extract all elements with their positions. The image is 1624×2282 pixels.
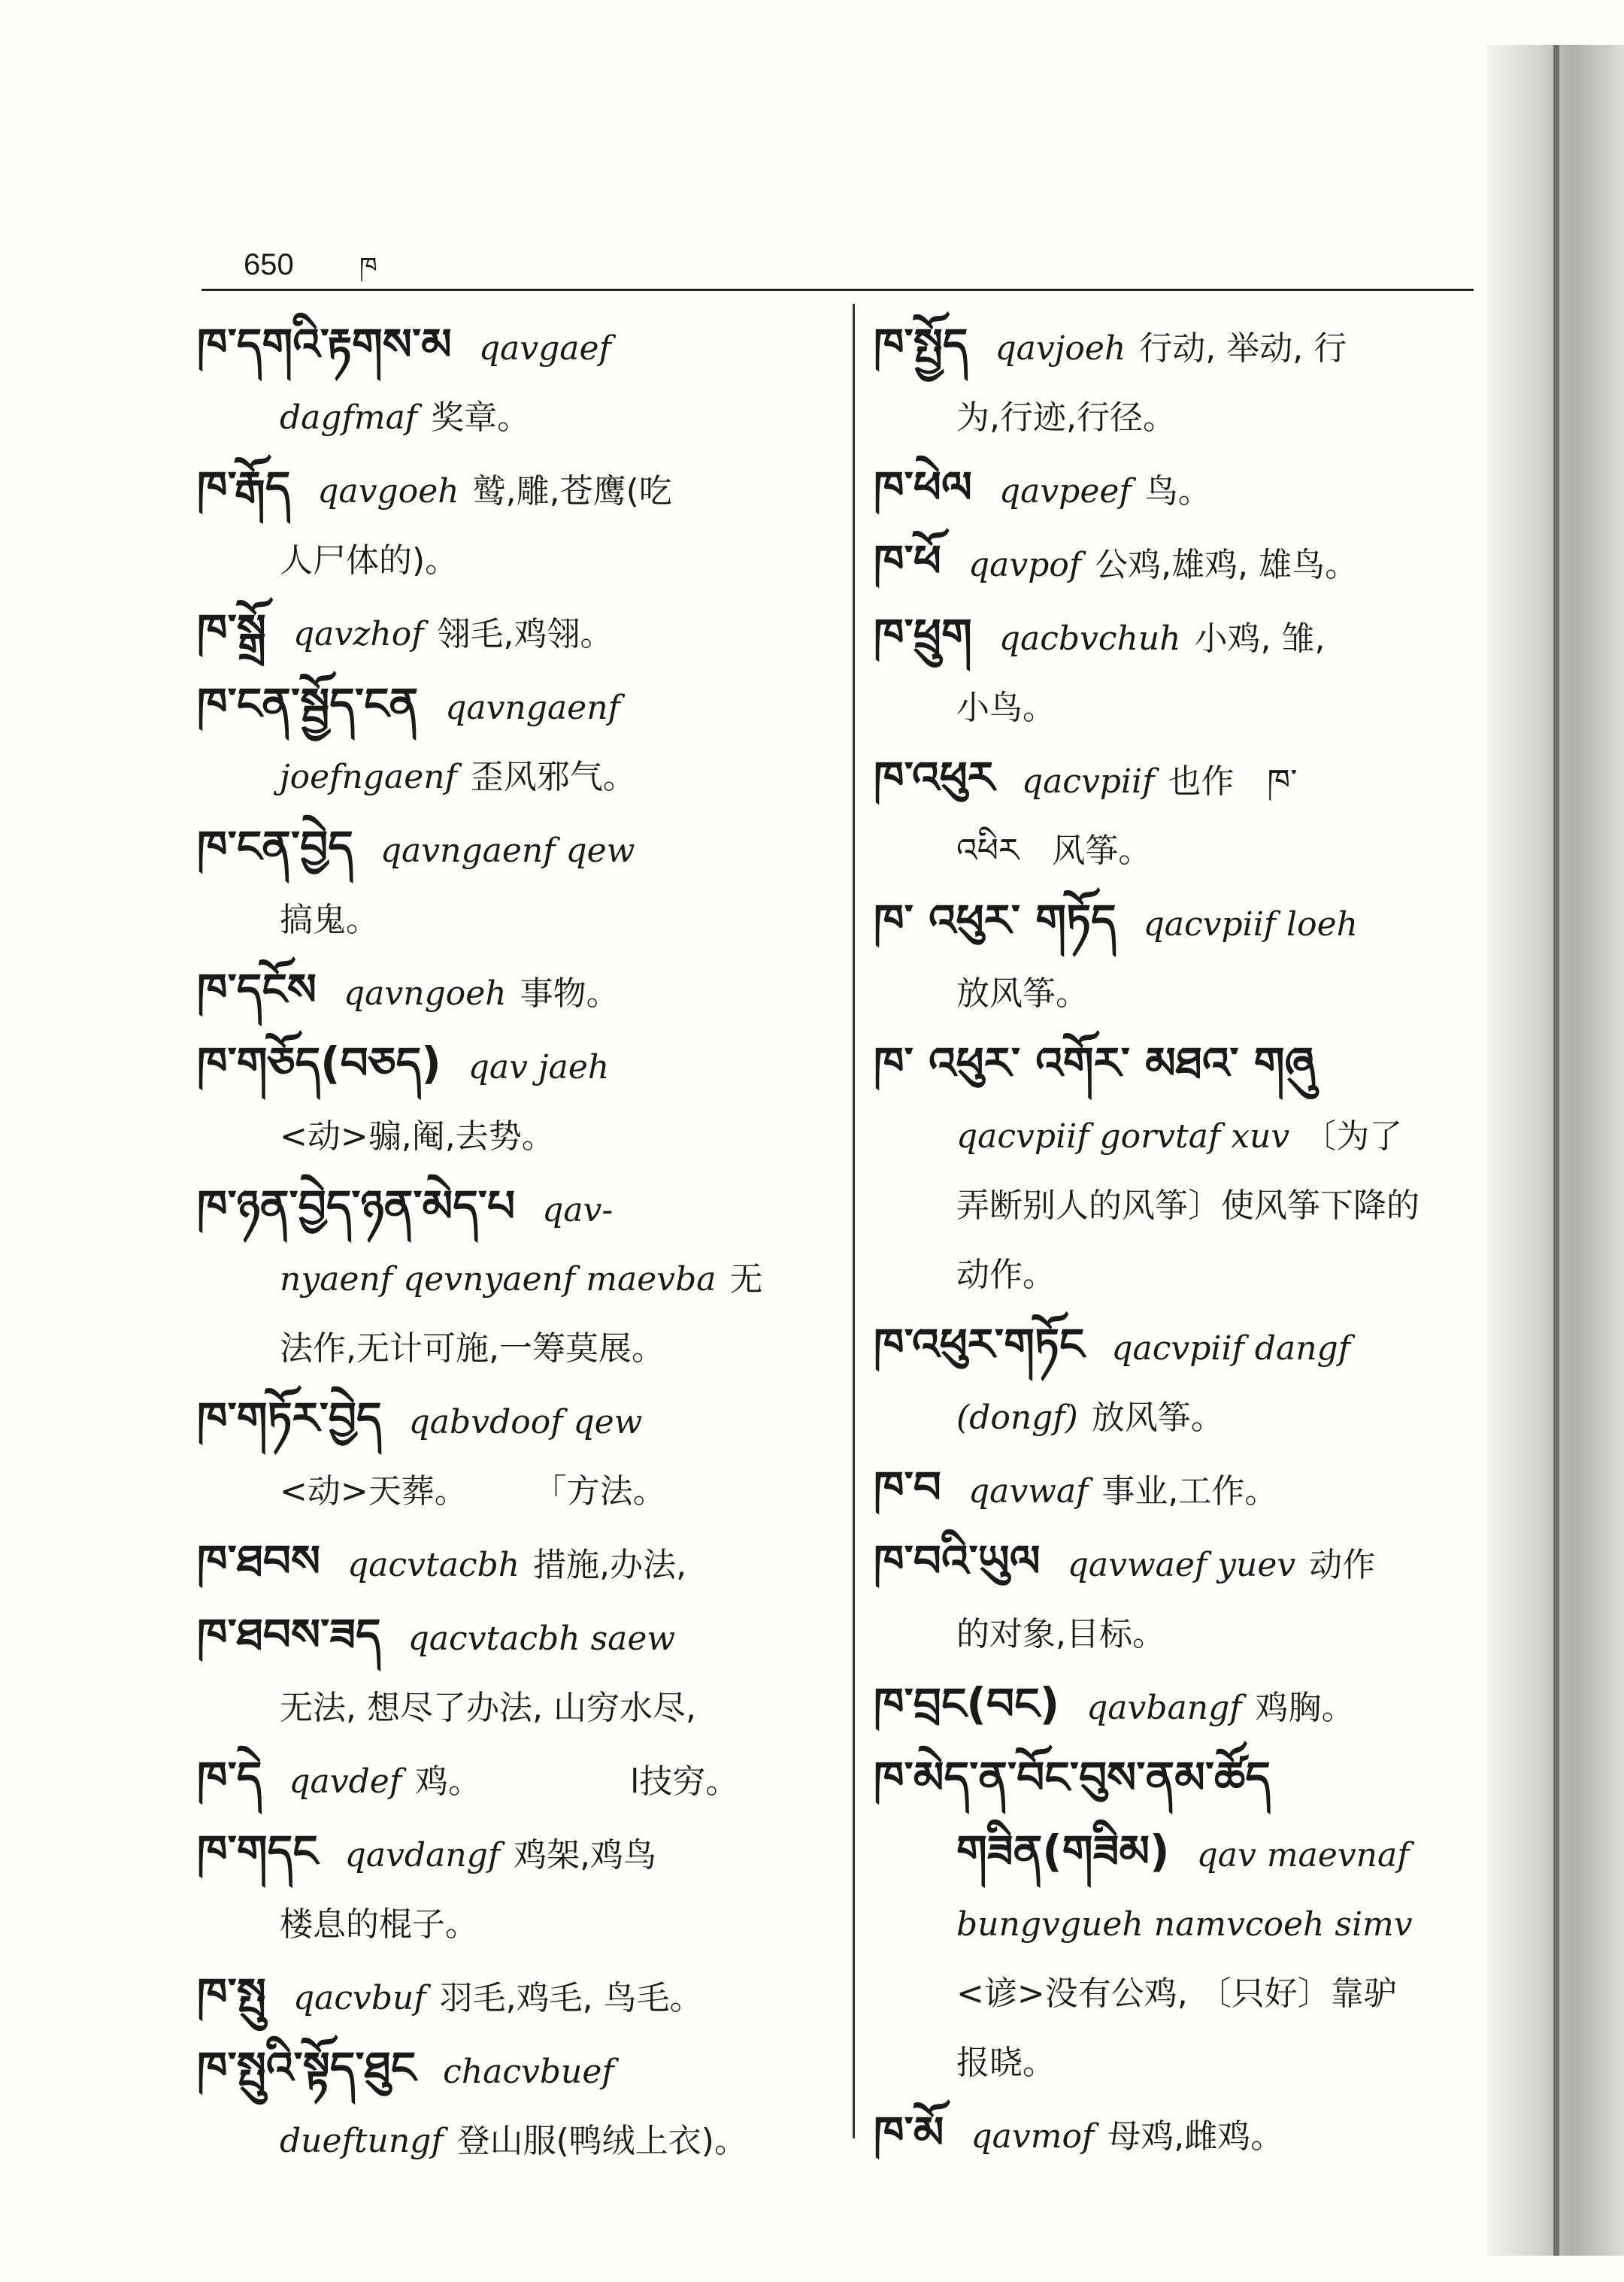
tibetan-headword: ཁ་དེ (197, 1752, 262, 1803)
tibetan-headword: ཁ་སྤུའི་སྟོད་ཐུང (197, 2042, 417, 2093)
tibetan-headword: ཁ་མོ (874, 2107, 944, 2158)
header-guide-letter: ཁ (359, 252, 377, 282)
entry-line (874, 674, 1498, 743)
chinese-gloss: 小鸟。 (956, 689, 1056, 727)
chinese-gloss: 公鸡,雄鸡, 雄鸟。 (1095, 546, 1359, 584)
chinese-gloss: 弄断别人的风筝〕使风筝下降的 (956, 1186, 1419, 1225)
tibetan-headword: ཁ་འཕུར་གཏོང (874, 1319, 1085, 1370)
romanization: qacvpiif dangf (1111, 1329, 1350, 1368)
dictionary-entry (197, 596, 821, 669)
tibetan-headword: ཁ་རྒོད (197, 462, 291, 513)
romanization: qavjoeh (995, 329, 1126, 368)
entry-line (197, 1245, 821, 1314)
romanization: qavzhof (292, 615, 424, 653)
entry-line (874, 1600, 1498, 1669)
dictionary-entry (197, 1029, 821, 1171)
page-number: 650 (244, 248, 294, 281)
romanization: qavdef (289, 1762, 402, 1801)
tibetan-headword: ཁ་ འཕུར་ འགོར་ མཐའ་ གཞུ (874, 1038, 1316, 1089)
chinese-gloss: 小鸡, 雏, (1194, 620, 1326, 658)
entry-line (874, 1453, 1498, 1526)
chinese-gloss: <动>天葬。 「方法。 (280, 1472, 666, 1511)
entry-line (197, 955, 821, 1029)
chinese-gloss: 无 (729, 1260, 763, 1299)
dictionary-entry (197, 669, 821, 812)
chinese-gloss: 登山服(鸭绒上衣)。 (456, 2122, 747, 2160)
entry-line (197, 812, 821, 886)
tibetan-headword: ཁ་བ (874, 1462, 941, 1513)
entry-line (874, 1669, 1498, 1743)
entry-line (874, 2029, 1498, 2098)
romanization: (dongf) (956, 1399, 1078, 1437)
romanization: qacbvchuh (998, 620, 1181, 658)
tibetan-headword: ཁ་ཐབས (197, 1535, 321, 1586)
dictionary-entry (874, 743, 1498, 886)
chinese-gloss: 动作。 (956, 1256, 1056, 1294)
romanization: qavpeef (998, 472, 1132, 511)
chinese-gloss: 母鸡,雌鸡。 (1107, 2117, 1284, 2156)
entry-line (197, 743, 821, 812)
entry-line (874, 1102, 1498, 1171)
page-header (239, 241, 1472, 286)
dictionary-entry (874, 526, 1498, 600)
tibetan-headword: ཁ་སྤྱོད (874, 319, 968, 370)
romanization: qav jaeh (468, 1048, 610, 1086)
entry-line (874, 1310, 1498, 1383)
tibetan-headword: ཁ་གཏོར་བྱེད (197, 1393, 382, 1444)
dictionary-entry (197, 1959, 821, 2033)
dictionary-entry (197, 1817, 821, 1959)
romanization: qavgaef (478, 329, 611, 368)
dictionary-entry (874, 453, 1498, 526)
romanization: chacvbuef (443, 2053, 614, 2091)
column-divider (853, 304, 855, 2138)
chinese-gloss: 事业,工作。 (1101, 1472, 1278, 1511)
chinese-gloss: 鸟。 (1144, 472, 1211, 511)
dictionary-entry (197, 1383, 821, 1526)
chinese-gloss: 事物。 (520, 974, 620, 1013)
entry-line (197, 453, 821, 526)
entry-line (874, 526, 1498, 600)
entry-line (197, 310, 821, 383)
chinese-gloss: 放风筝。 (1091, 1399, 1224, 1437)
entry-line (197, 1890, 821, 1959)
entry-line (197, 1526, 821, 1600)
scan-edge-line (1553, 45, 1559, 2256)
entry-line (874, 1890, 1498, 1959)
entry-line (874, 959, 1498, 1029)
romanization: dueftungf (280, 2122, 444, 2160)
dictionary-entry (874, 1526, 1498, 1669)
chinese-gloss: 行动, 举动, 行 (1139, 329, 1347, 368)
dictionary-entry (197, 1743, 821, 1817)
chinese-gloss: 的对象,目标。 (956, 1615, 1165, 1653)
entry-line (874, 2098, 1498, 2171)
chinese-gloss: <动>骟,阉,去势。 (280, 1117, 555, 1156)
romanization: qavmof (971, 2117, 1095, 2156)
entry-line (874, 1383, 1498, 1453)
chinese-gloss: 鸡。 l技穷。 (415, 1762, 739, 1801)
chinese-gloss: འཕིར 风筝。 (956, 832, 1152, 870)
entry-line (197, 1600, 821, 1674)
chinese-gloss: 〔为了 (1303, 1117, 1403, 1156)
tibetan-headword: ཁ་མེད་ན་བོང་བུས་ནམ་ཚོད (874, 1752, 1271, 1803)
dictionary-entry (874, 886, 1498, 1029)
dictionary-entry (197, 812, 821, 955)
entry-line (197, 2033, 821, 2107)
romanization: qavngoeh (343, 974, 507, 1013)
tibetan-headword: གཟིན(གཟིམ) (956, 1826, 1170, 1877)
chinese-gloss: 楼息的棍子。 (280, 1905, 478, 1944)
tibetan-headword: ཁ་ཕྲུག (874, 609, 972, 660)
tibetan-headword: ཁ་དགའི་རྟགས་མ (197, 319, 452, 370)
tibetan-headword: ཁ་ཕོ (874, 535, 941, 586)
dictionary-entry (874, 600, 1498, 743)
entry-line (197, 669, 821, 743)
entry-line (874, 1743, 1498, 1817)
entry-line (874, 453, 1498, 526)
entry-line (197, 1102, 821, 1171)
romanization: qacvpiif loeh (1143, 905, 1358, 944)
tibetan-headword: ཁ་ངན་བྱེད (197, 821, 353, 872)
dictionary-entry (197, 1526, 821, 1600)
romanization: qacvtacbh saew (408, 1620, 676, 1658)
entry-line (874, 383, 1498, 453)
chinese-gloss: 人尸体的)。 (280, 541, 459, 580)
entry-line (874, 743, 1498, 817)
entry-line (874, 886, 1498, 959)
tibetan-headword: ཁ་ཉན་བྱེད་ཉན་མེད་པ (197, 1180, 516, 1232)
tibetan-headword: ཁ་ངན་སྦྱོད་ངན (197, 678, 419, 729)
dictionary-entry (197, 310, 821, 453)
right-column (874, 310, 1498, 2171)
entry-line (197, 1383, 821, 1457)
chinese-gloss: 翎毛,鸡翎。 (437, 615, 614, 653)
tibetan-headword: ཁ་དངོས (197, 964, 317, 1015)
dictionary-entry (197, 1171, 821, 1383)
chinese-gloss: 羽毛,鸡毛, 鸟毛。 (439, 1979, 703, 2017)
tibetan-headword: ཁ་བའི་ཡུལ (874, 1535, 1041, 1586)
romanization: qav maevnaf (1196, 1836, 1410, 1874)
dictionary-entry (197, 453, 821, 596)
chinese-gloss: 法作,无计可施,一筹莫展。 (280, 1329, 665, 1368)
romanization: bungvgueh namvcoeh simv (956, 1905, 1413, 1944)
romanization: qacvbuf (292, 1979, 426, 2017)
romanization: joefngaenf (280, 758, 457, 796)
tibetan-headword: ཁ་འཕུར (874, 752, 995, 803)
entry-line (197, 2107, 821, 2176)
romanization: qavwaef yuev (1067, 1546, 1296, 1584)
chinese-gloss: 也作 ཁ་ (1168, 762, 1298, 801)
tibetan-headword: ཁ་ འཕུར་ གཏོད (874, 895, 1116, 946)
romanization: qavwaf (968, 1472, 1089, 1511)
tibetan-headword: ཁ་གཅོད(བཅད) (197, 1038, 441, 1089)
romanization: dagfmaf (280, 399, 418, 437)
entry-line (874, 817, 1498, 886)
entry-line (874, 1526, 1498, 1600)
dictionary-entry (874, 1669, 1498, 1743)
tibetan-headword: ཁ་སྒྲོ (197, 605, 266, 656)
chinese-gloss: 搞鬼。 (280, 901, 379, 939)
entry-line (197, 383, 821, 453)
header-rule (201, 289, 1474, 291)
entry-line (197, 526, 821, 596)
tibetan-headword: ཁ་ཐབས་ཟད (197, 1609, 381, 1660)
romanization: qacvpiif (1021, 762, 1155, 801)
dictionary-entry (197, 955, 821, 1029)
entry-line (874, 1171, 1498, 1241)
entry-line (874, 1029, 1498, 1102)
entry-line (197, 1457, 821, 1526)
chinese-gloss: 为,行迹,行径。 (956, 399, 1176, 437)
romanization: qavbangf (1086, 1689, 1242, 1727)
chinese-gloss: 鸡胸。 (1255, 1689, 1355, 1727)
romanization: qavpof (968, 546, 1082, 584)
dictionary-entry (874, 1029, 1498, 1310)
left-column (197, 310, 821, 2176)
entry-line (197, 1959, 821, 2033)
romanization: nyaenf qevnyaenf maevba (280, 1260, 717, 1299)
chinese-gloss: 无法, 想尽了办法, 山穷水尽, (280, 1689, 696, 1727)
dictionary-entry (197, 1600, 821, 1743)
dictionary-entry (874, 2098, 1498, 2171)
romanization: qavgoeh (317, 472, 459, 511)
chinese-gloss: 放风筝。 (956, 974, 1089, 1013)
tibetan-headword: ཁ་གདང (197, 1826, 318, 1877)
entry-line (874, 1959, 1498, 2029)
chinese-gloss: 鹫,雕,苍鹰(吃 (472, 472, 672, 511)
entry-line (197, 1743, 821, 1817)
entry-line (874, 310, 1498, 383)
entry-line (197, 596, 821, 669)
tibetan-headword: ཁ་སྤུ (197, 1968, 266, 2020)
romanization: qavngaenf qew (380, 832, 635, 870)
chinese-gloss: 鸡架,鸡鸟 (514, 1836, 657, 1874)
romanization: qabvdoof qew (408, 1403, 643, 1441)
dictionary-entry (874, 310, 1498, 453)
entry-line (197, 1817, 821, 1890)
dictionary-entry (874, 1310, 1498, 1453)
chinese-gloss: 动作 (1309, 1546, 1376, 1584)
chinese-gloss: 歪风邪气。 (470, 758, 636, 796)
tibetan-headword: ཁ་ཕེལ (874, 462, 972, 513)
romanization: qacvpiif gorvtaf xuv (956, 1117, 1290, 1156)
romanization: qavdangf (344, 1836, 501, 1874)
dictionary-entry (874, 1743, 1498, 2098)
entry-line (197, 1674, 821, 1743)
entry-line (197, 1029, 821, 1102)
romanization: qavngaenf (445, 689, 620, 727)
romanization: qacvtacbh (347, 1546, 520, 1584)
entry-line (197, 886, 821, 955)
chinese-gloss: 报晓。 (956, 2044, 1056, 2082)
chinese-gloss: 措施,办法, (533, 1546, 687, 1584)
tibetan-headword: ཁ་བྲང(བང) (874, 1678, 1060, 1729)
chinese-gloss: <谚>没有公鸡, 〔只好〕靠驴 (956, 1974, 1397, 2013)
dictionary-entry (197, 2033, 821, 2176)
entry-line (197, 1314, 821, 1383)
chinese-gloss: 奖章。 (431, 399, 531, 437)
dictionary-entry (874, 1453, 1498, 1526)
entry-line (197, 1171, 821, 1245)
entry-line (874, 600, 1498, 674)
entry-line (874, 1241, 1498, 1310)
romanization: qav- (542, 1191, 614, 1229)
entry-line (874, 1817, 1498, 1890)
